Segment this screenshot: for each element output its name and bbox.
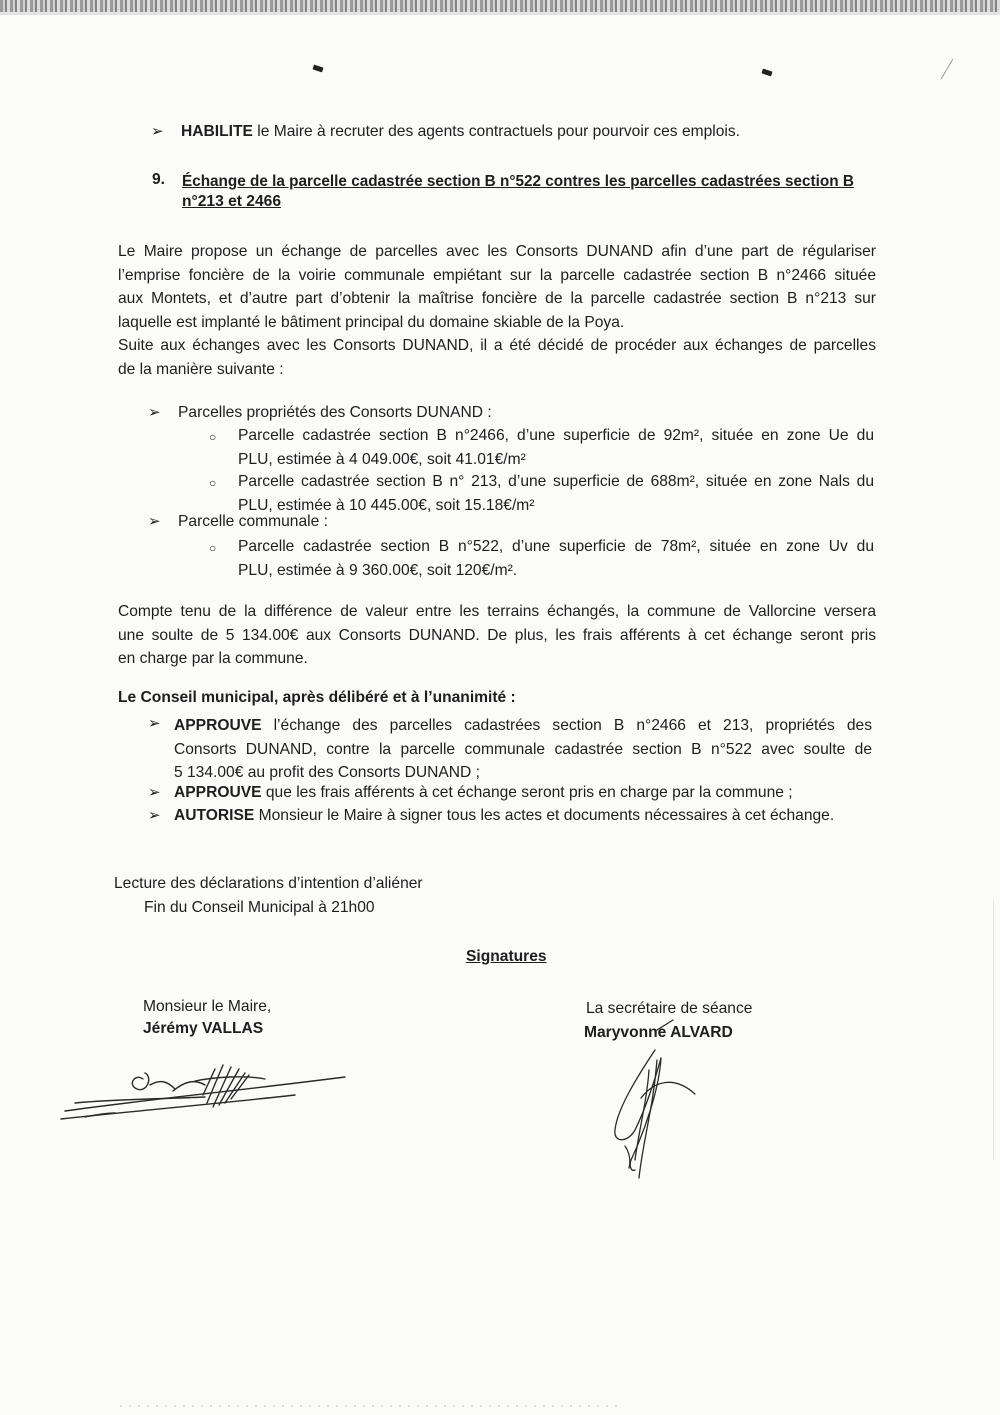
parcel-line: Parcelle cadastrée section B n° 213, d’une superficie de 688m², située en zone Nals du [238,473,874,490]
arrowhead-bullet-icon: ➢ [148,715,161,732]
closing-line1: Lecture des déclarations d’intention d’aliéner [114,875,423,892]
decision-text: que les frais afférents à cet échange seront pris en charge par la commune ; [261,784,793,801]
arrowhead-bullet-icon: ➢ [148,807,161,824]
scan-border-top [0,0,1000,12]
decision-line [174,714,872,738]
intro-line: l’emprise foncière de la voirie communale empiétant sur la parcelle cadastrée section B n°2466 située [118,266,876,284]
compte-line: une soulte de 5 134.00€ aux Consorts DUNAND. De plus, les frais afférents à cet échange seront pris [118,626,876,644]
secretary-title: La secrétaire de séance [586,1000,753,1017]
parcel-line: Parcelle cadastrée section B n°2466, d’une superficie de 92m², située en zone Ue du [238,427,874,444]
mayor-name: Jérémy VALLAS [143,1020,264,1037]
intro-line: aux Montets, et d’autre part d’obtenir la maîtrise foncière de la parcelle cadastrée section B n°213 sur [118,290,876,307]
arrowhead-bullet-icon: ➢ [151,123,164,140]
decision-approuve-frais [174,784,793,802]
parcel-line: PLU, estimée à 4 049.00€, soit 41.01€/m² [238,450,526,468]
autorise-keyword: AUTORISE [174,807,255,824]
scan-speck [761,69,772,77]
scan-noise-bottom [120,1405,620,1407]
scan-border-shadow [0,12,1000,15]
parcel-line: PLU, estimée à 10 445.00€, soit 15.18€/m² [238,496,535,514]
arrowhead-bullet-icon: ➢ [148,404,161,421]
section-title-line2: n°213 et 2466 [182,193,281,210]
compte-line: en charge par la commune. [118,650,308,667]
decision-line: Consorts DUNAND, contre la parcelle communale cadastrée section B n°522 avec soulte de [174,740,872,758]
decision-approuve-exchange [174,714,872,785]
decision-line: 5 134.00€ au profit des Consorts DUNAND ; [174,764,480,781]
suite-line: Suite aux échanges avec les Consorts DUNAND, il a été décidé de procéder aux échanges de parcelles [118,337,876,354]
compte-line: Compte tenu de la différence de valeur entre les terrains échangés, la commune de Vallorcine versera [118,603,876,620]
decision-heading: Le Conseil municipal, après délibéré et à l’unanimité : [118,689,516,706]
arrowhead-bullet-icon: ➢ [148,513,161,530]
parcels-group2-label: Parcelle communale : [178,513,328,530]
habilite-keyword: HABILITE [181,123,253,140]
suite-paragraph [118,334,876,381]
intro-line: laquelle est implanté le bâtiment principal du domaine skiable de la Poya. [118,313,625,331]
parcel-line: PLU, estimée à 9 360.00€, soit 120€/m². [238,561,518,579]
scan-edge-line [993,900,994,1160]
secretary-signature [595,1010,725,1190]
parcel-item-522 [238,535,874,582]
scan-speck [312,65,323,73]
hollow-circle-bullet-icon: ○ [209,541,217,555]
decision-text: Monsieur le Maire à signer tous les actes et documents nécessaires à cet échange. [254,807,835,824]
habilite-item [181,123,740,141]
closing-line2: Fin du Conseil Municipal à 21h00 [144,899,375,916]
intro-line: Le Maire propose un échange de parcelles avec les Consorts DUNAND afin d’une part de régulariser [118,243,876,260]
arrowhead-bullet-icon: ➢ [148,784,161,801]
parcels-group1-label: Parcelles propriétés des Consorts DUNAND : [178,404,492,421]
secretary-name: Maryvonne ALVARD [584,1024,733,1041]
section-number: 9. [152,171,166,188]
mayor-signature [55,1055,355,1135]
habilite-text: le Maire à recruter des agents contractuels pour pourvoir ces emplois. [252,123,741,140]
hollow-circle-bullet-icon: ○ [209,476,217,490]
mayor-title: Monsieur le Maire, [143,998,272,1015]
signatures-heading: Signatures [466,948,547,965]
approuve-keyword: APPROUVE [174,717,262,734]
decision-autorise [174,807,834,825]
approuve-keyword: APPROUVE [174,784,262,801]
suite-line: de la manière suivante : [118,360,284,378]
decision-text: l’échange des parcelles cadastrées section B n°2466 et 213, propriétés des [261,717,872,734]
parcel-item-213 [238,470,874,517]
hollow-circle-bullet-icon: ○ [209,430,217,444]
section-title-line1: Échange de la parcelle cadastrée section B n°522 contres les parcelles cadastrées section B [182,173,854,190]
intro-paragraph [118,240,876,334]
scan-mark [935,55,960,85]
parcel-line: Parcelle cadastrée section B n°522, d’une superficie de 78m², située en zone Uv du [238,538,874,555]
compte-paragraph [118,600,876,671]
parcel-item-2466 [238,424,874,471]
